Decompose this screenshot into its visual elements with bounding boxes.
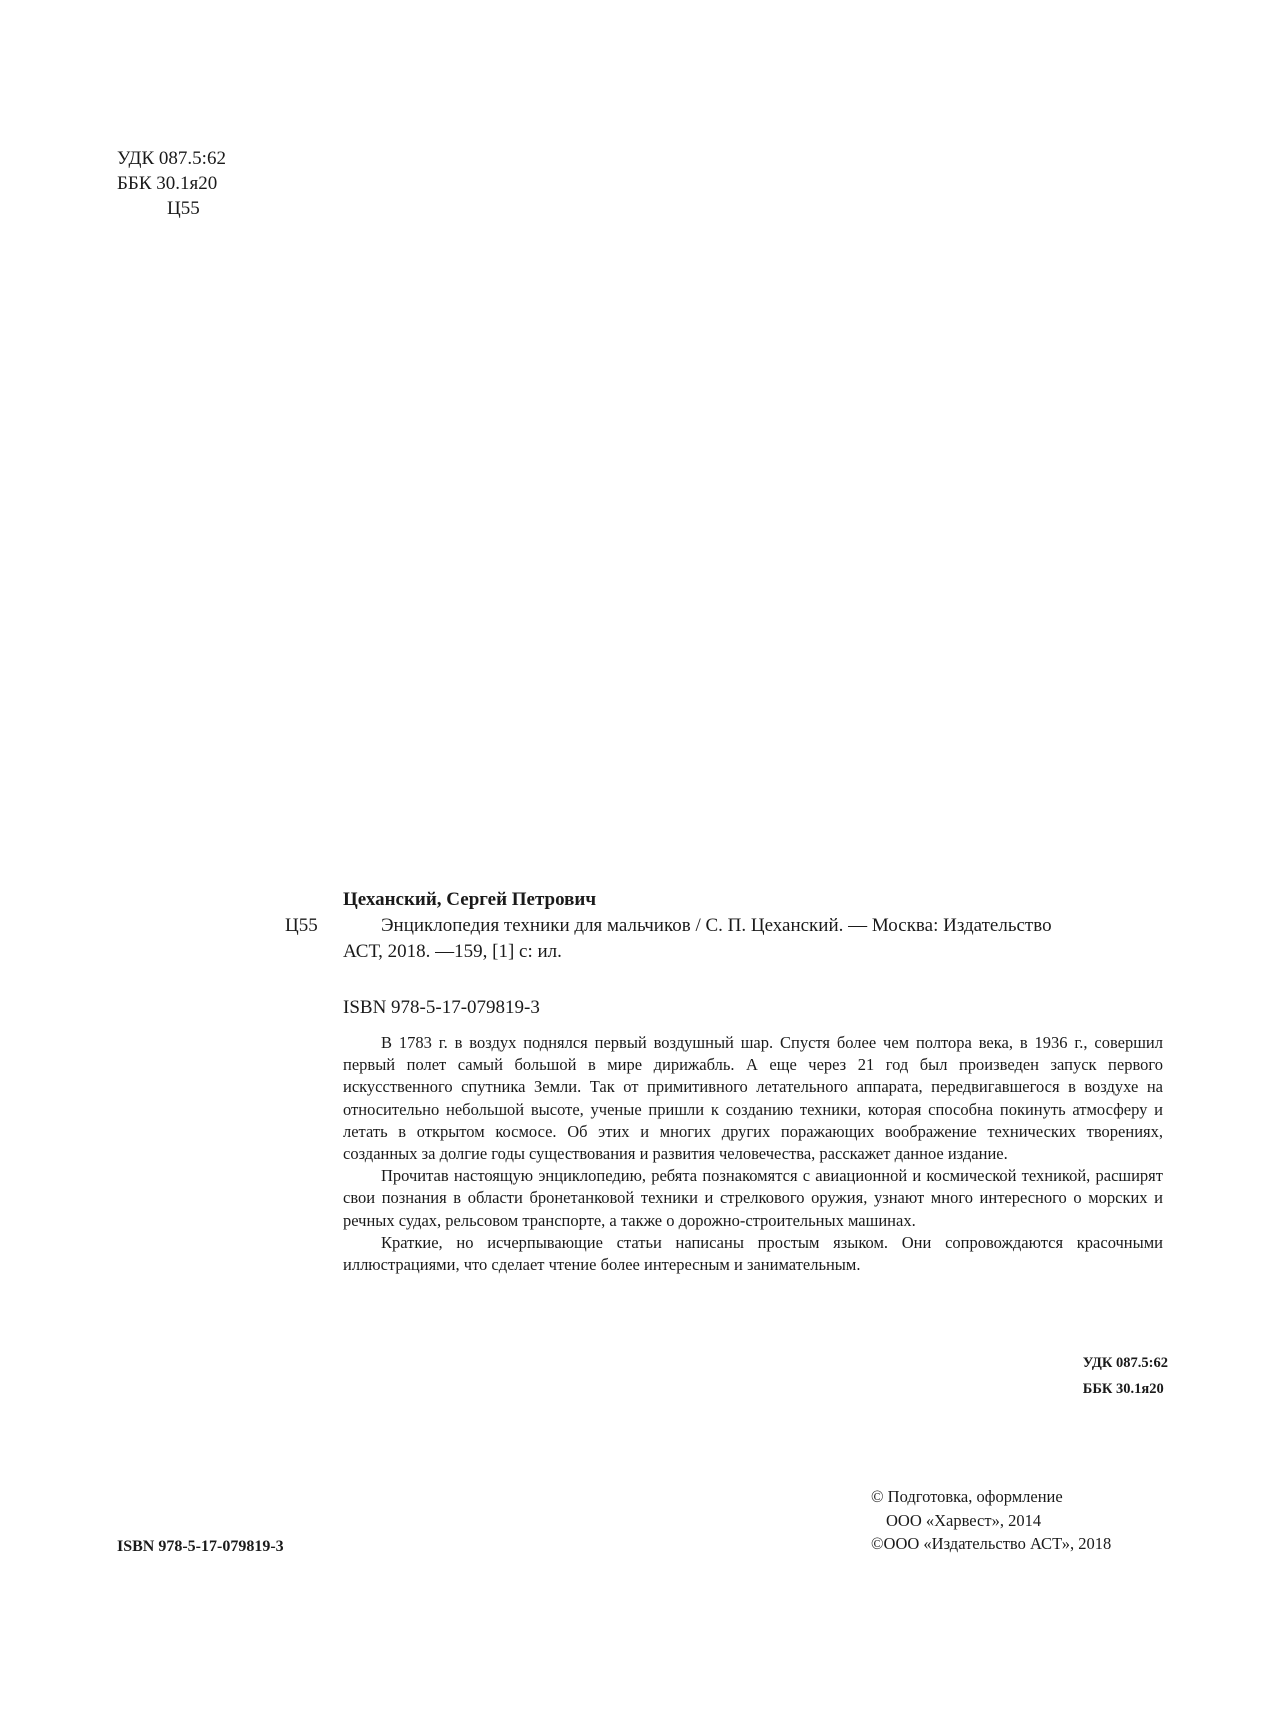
copyright-line: © Подготовка, оформление	[871, 1487, 1063, 1506]
udk-code-bold: УДК 087.5:62	[1082, 1355, 1168, 1371]
isbn-bottom: ISBN 978-5-17-079819-3	[117, 1538, 284, 1555]
bottom-classification-codes	[1083, 1350, 1168, 1402]
catalog-mark: Ц55	[285, 915, 318, 936]
annotation	[343, 1032, 1163, 1276]
bibliographic-record	[343, 887, 1163, 1021]
title-line: Энциклопедия техники для мальчиков / С. П. Цеханский. — Москва: Издательство	[381, 915, 1052, 936]
copyright-line: ООО «Харвест», 2014	[886, 1510, 1042, 1530]
author-name: Цеханский, Сергей Петрович	[343, 889, 597, 910]
top-classification-codes	[117, 146, 226, 221]
bbk-code: ББК 30.1я20	[117, 173, 218, 194]
annotation-paragraph: Краткие, но исчерпывающие статьи написаны простым языком. Они сопровождаются красочными иллюстрациями, что сделает чтение более интересным и занимательным.	[343, 1232, 1163, 1275]
udk-code: УДК 087.5:62	[117, 148, 226, 169]
author-mark: Ц55	[167, 198, 200, 219]
annotation-paragraph: Прочитав настоящую энциклопедию, ребята познакомятся с авиационной и космической техникой, расширят свои познания в области бронетанковой техники и стрелкового оружия, узнают много интересного о морских и речных судах, рельсовом транспорте, а также о дорожно-строительных машинах.	[343, 1166, 1163, 1230]
copyright-block	[871, 1485, 1111, 1556]
publication-details: АСТ, 2018. —159, [1] с: ил.	[343, 941, 562, 962]
annotation-paragraph: В 1783 г. в воздух поднялся первый воздушный шар. Спустя более чем полтора века, в 1936 г., совершил первый полет самый большой в мире дирижабль. А еще через 21 год был произведен запуск первого искусственного спутника Земли. Так от примитивного летательного аппарата, передвигавшегося в воздухе на относительно небольшой высоте, ученые пришли к созданию техники, которая способна покинуть атмосферу и летать в открытом космосе. Об этих и многих других поражающих воображение технических творениях, созданных за долгие годы существования и развития человечества, расскажет данное издание.	[343, 1033, 1163, 1164]
copyright-line: ©ООО «Издательство АСТ», 2018	[871, 1534, 1112, 1553]
isbn-record: ISBN 978-5-17-079819-3	[343, 997, 540, 1018]
bbk-code-bold: ББК 30.1я20	[1082, 1381, 1164, 1397]
